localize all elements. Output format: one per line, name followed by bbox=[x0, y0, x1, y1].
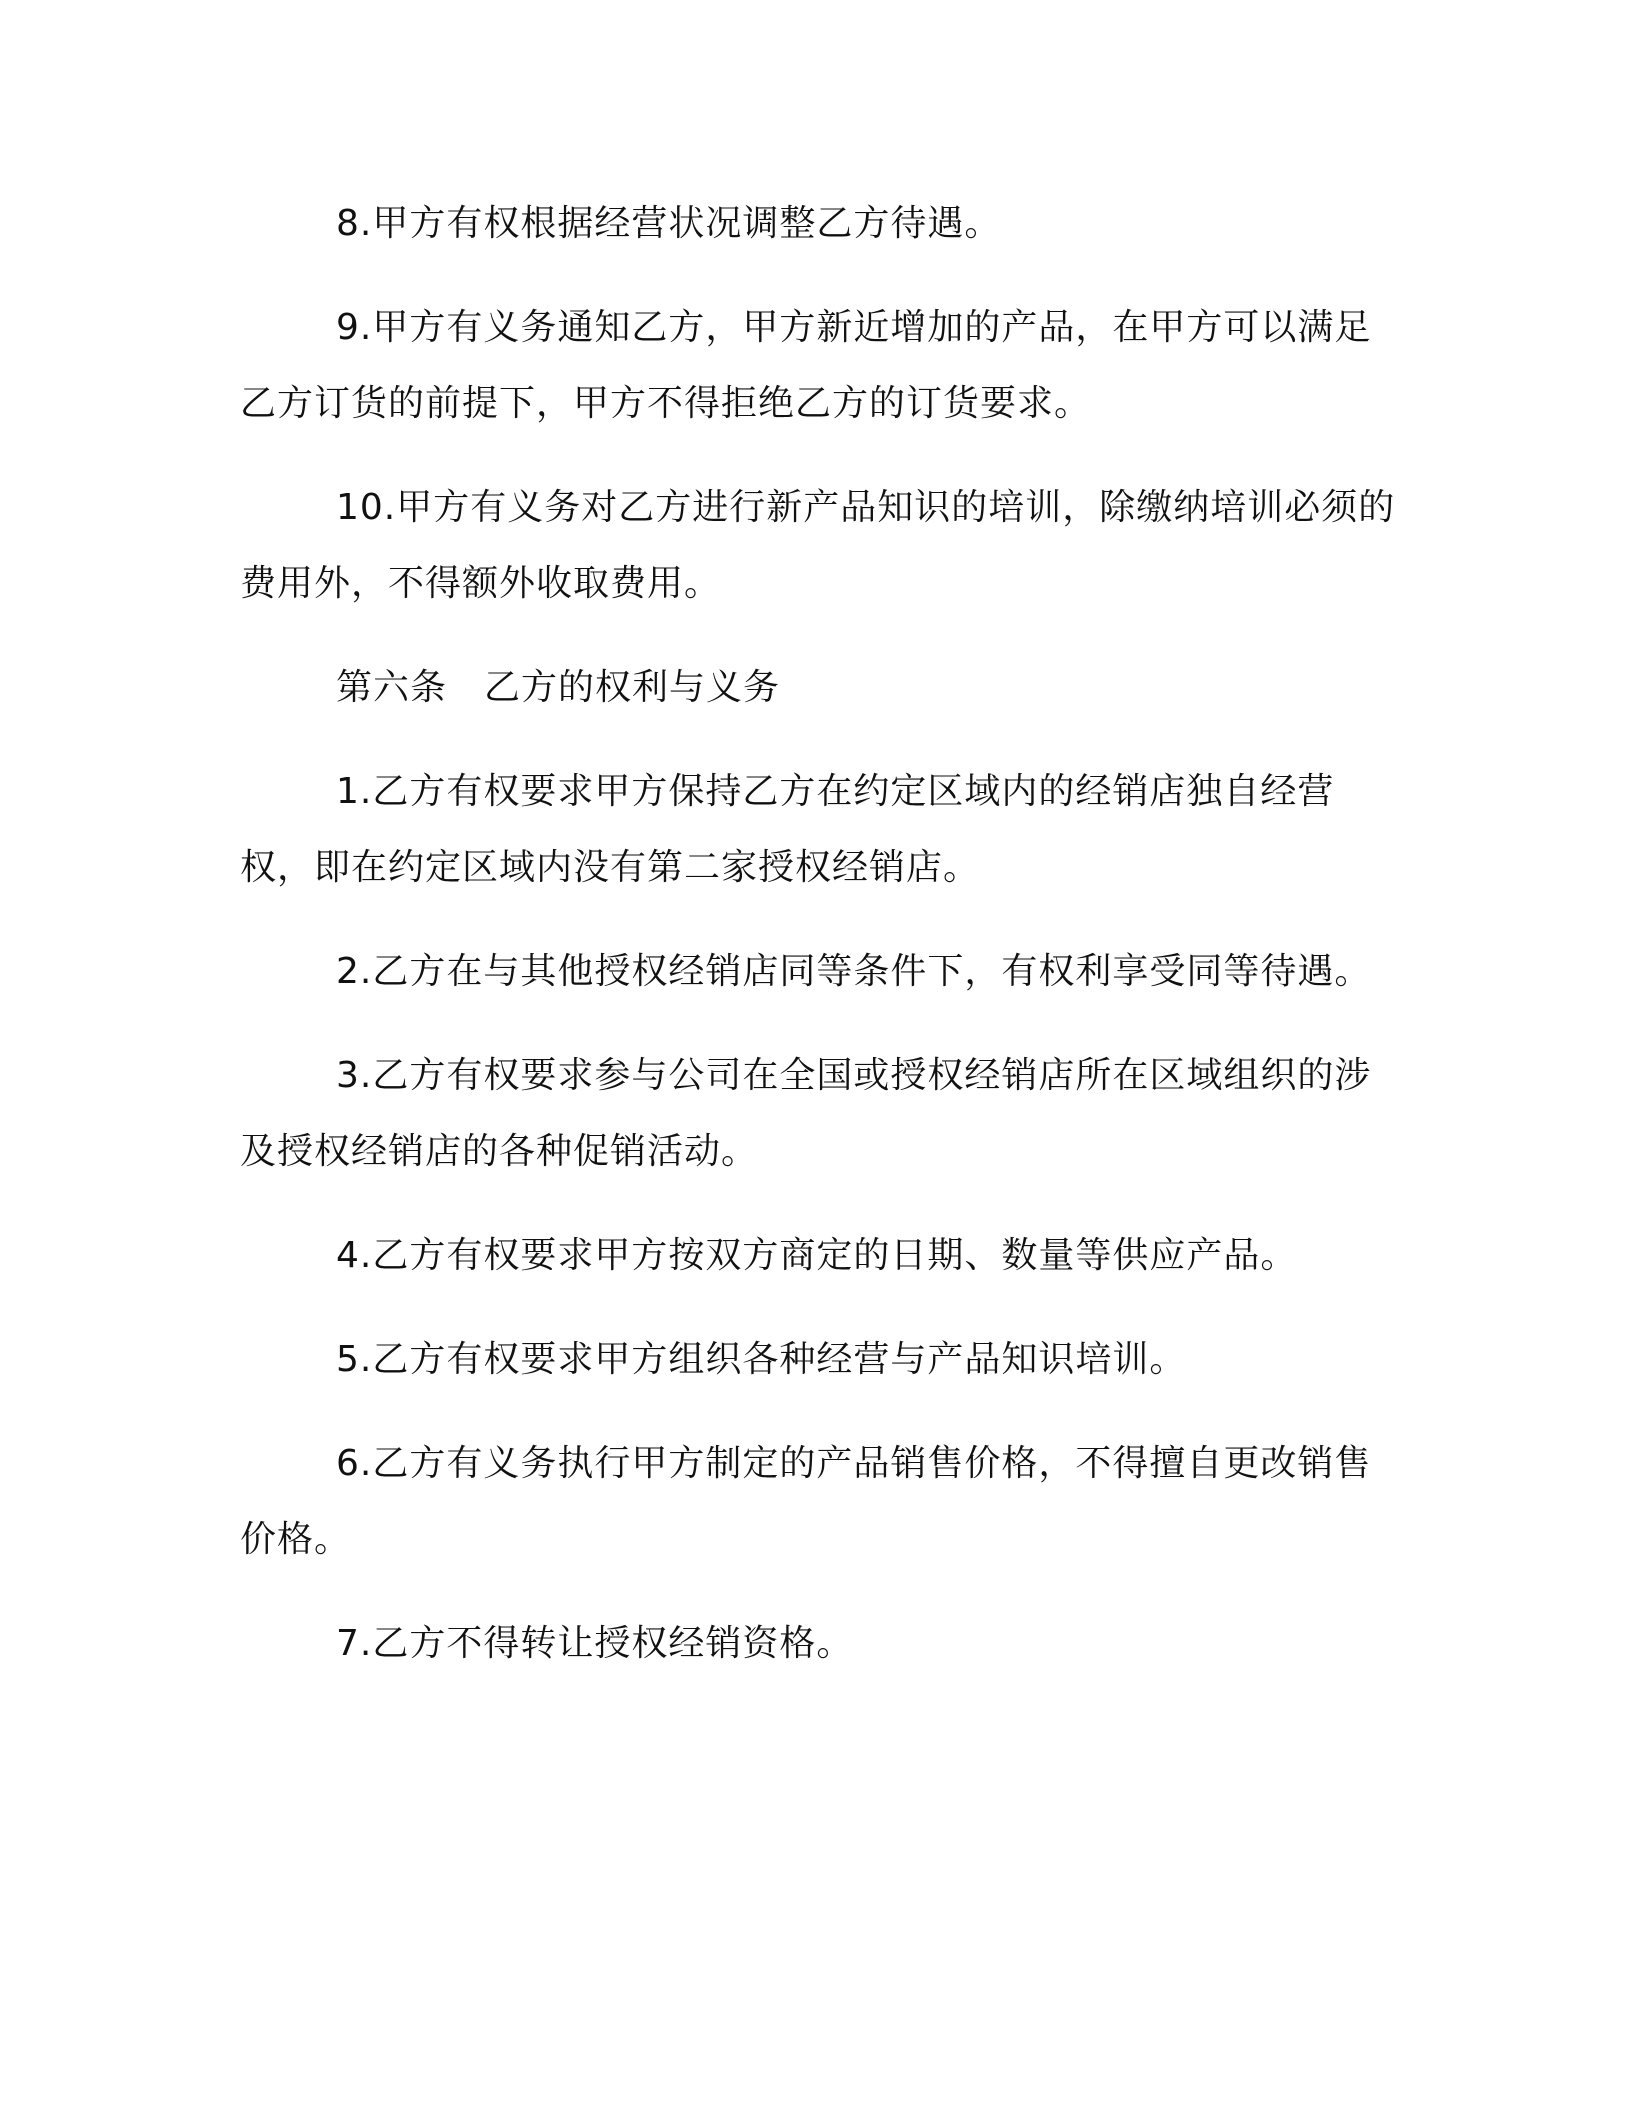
clause-2-party-b: 2.乙方在与其他授权经销店同等条件下，有权利享受同等待遇。 bbox=[336, 951, 1372, 992]
clause-8-party-a: 8.甲方有权根据经营状况调整乙方待遇。 bbox=[336, 203, 1002, 244]
clause-10-party-a: 10.甲方有义务对乙方进行新产品知识的培训，除缴纳培训必须的费用外，不得额外收取费用。 bbox=[240, 487, 1396, 604]
clause-3-party-b: 3.乙方有权要求参与公司在全国或授权经销店所在区域组织的涉及授权经销店的各种促销活动。 bbox=[240, 1055, 1372, 1172]
document-body bbox=[240, 186, 1400, 1710]
clause-6-party-b: 6.乙方有义务执行甲方制定的产品销售价格，不得擅自更改销售价格。 bbox=[240, 1443, 1372, 1560]
clause-5-party-b: 5.乙方有权要求甲方组织各种经营与产品知识培训。 bbox=[336, 1339, 1187, 1380]
clause-1-party-b: 1.乙方有权要求甲方保持乙方在约定区域内的经销店独自经营权，即在约定区域内没有第二家授权经销店。 bbox=[240, 771, 1335, 888]
clause-9-party-a: 9.甲方有义务通知乙方，甲方新近增加的产品，在甲方可以满足乙方订货的前提下，甲方不得拒绝乙方的订货要求。 bbox=[240, 307, 1372, 424]
clause-7-party-b: 7.乙方不得转让授权经销资格。 bbox=[336, 1623, 854, 1664]
section-heading-article-6: 第六条 乙方的权利与义务 bbox=[336, 667, 781, 708]
clause-4-party-b: 4.乙方有权要求甲方按双方商定的日期、数量等供应产品。 bbox=[336, 1235, 1298, 1276]
